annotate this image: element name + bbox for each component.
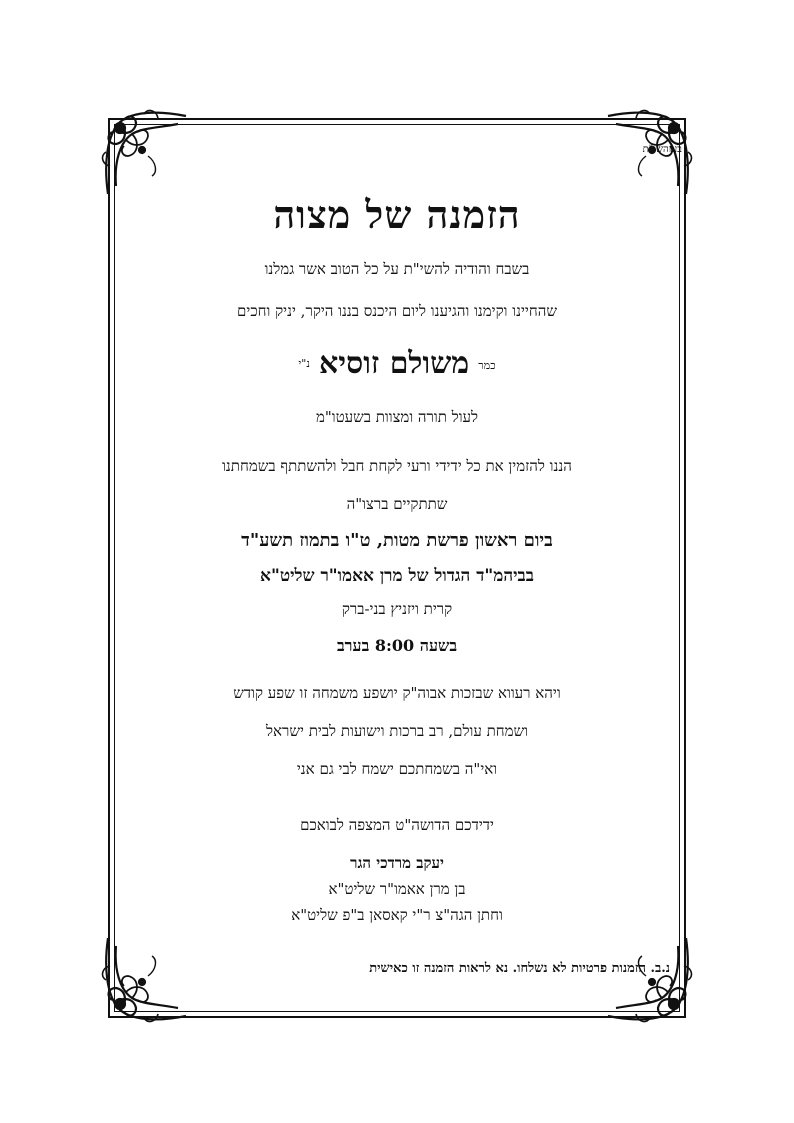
invitation-line-1: הננו להזמין את כל ידידי ורעי לקחת חבל ולהשתתף בשמחתנו xyxy=(222,457,572,475)
bsd-header: בעזהשי"ת xyxy=(642,144,682,155)
page-title: הזמנה של מצוה xyxy=(273,192,521,237)
signoff-line-1: בן מרן אאמו"ר שליט"א xyxy=(328,880,466,898)
invitation-line-2: שתתקיים ברצו"ה xyxy=(346,495,448,513)
signoff-intro: ידידכם הדושה"ט המצפה לבואכם xyxy=(300,816,494,834)
child-name-row xyxy=(150,346,644,381)
child-suffix: נ"י xyxy=(298,357,310,370)
invitation-content xyxy=(150,130,682,990)
blessing-line-3: ואי"ה בשמחתכם ישמח לבי גם אני xyxy=(296,760,498,778)
child-name: משולם זוסיא xyxy=(319,346,470,381)
event-place: בביהמ"ד הגדול של מרן אאמו"ר שליט"א xyxy=(260,566,534,586)
intro-line-2: שהחיינו וקימנו והגיענו ליום היכנס בננו היקר, יניק וחכים xyxy=(237,302,557,320)
footnote: נ.ב. הזמנות פרטיות לא נשלחו. נא לראות הזמנה זו כאישית xyxy=(369,961,670,976)
signoff-name: יעקב מרדכי הגר xyxy=(350,854,444,872)
purpose-line: לעול תורה ומצוות בשעטו"מ xyxy=(315,408,479,426)
blessing-line-2: ושמחת עולם, רב ברכות וישועות לבית ישראל xyxy=(266,722,528,740)
event-day: ביום ראשון פרשת מטות, ט"ו בתמוז תשע"ד xyxy=(241,530,553,551)
signoff-line-2: וחתן הגה"צ ר"י קאסאן ב"פ שליט"א xyxy=(291,906,503,924)
event-area: קרית ויזניץ בני-ברק xyxy=(341,600,453,618)
child-prefix: כמר xyxy=(478,359,496,372)
intro-line-1: בשבח והודיה להשי"ת על כל הטוב אשר גמלנו xyxy=(264,260,530,278)
event-time: בשעה 8:00 בערב xyxy=(336,636,458,655)
blessing-line-1: ויהא רעווא שבזכות אבוה"ק יושפע משמחה זו שפע קודש xyxy=(233,684,561,702)
